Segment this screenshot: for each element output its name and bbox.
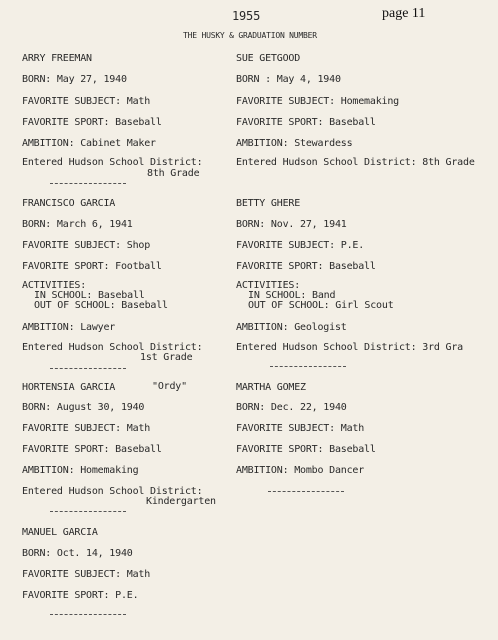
birth-date: BORN: Nov. 27, 1941 (236, 219, 347, 230)
ambition: AMBITION: Homemaking (22, 465, 139, 476)
favorite-sport: FAVORITE SPORT: Baseball (236, 117, 376, 128)
activities-label: ACTIVITIES: (236, 280, 301, 291)
birth-date: BORN: Dec. 22, 1940 (236, 402, 347, 413)
birth-date: BORN : May 4, 1940 (236, 74, 341, 85)
activities-label: ACTIVITIES: (22, 280, 87, 291)
in-school-activity: IN SCHOOL: Band (248, 290, 336, 301)
favorite-sport: FAVORITE SPORT: P.E. (22, 590, 139, 601)
entered-district: Entered Hudson School District: 8th Grade (236, 157, 475, 168)
favorite-subject: FAVORITE SUBJECT: Shop (22, 240, 151, 251)
separator (50, 368, 126, 369)
student-name: MARTHA GOMEZ (236, 382, 306, 393)
birth-date: BORN: March 6, 1941 (22, 219, 133, 230)
favorite-subject: FAVORITE SUBJECT: Math (22, 569, 151, 580)
student-name: SUE GETGOOD (236, 53, 301, 64)
favorite-subject: FAVORITE SUBJECT: Math (22, 96, 151, 107)
favorite-sport: FAVORITE SPORT: Baseball (236, 444, 376, 455)
ambition: AMBITION: Mombo Dancer (236, 465, 365, 476)
entered-district: Entered Hudson School District: (22, 157, 203, 168)
favorite-subject: FAVORITE SUBJECT: Math (22, 423, 151, 434)
student-name: ARRY FREEMAN (22, 53, 92, 64)
separator (268, 491, 344, 492)
separator (50, 614, 126, 615)
birth-date: BORN: May 27, 1940 (22, 74, 127, 85)
student-name: BETTY GHERE (236, 198, 301, 209)
entered-district: Entered Hudson School District: 3rd Gra (236, 342, 463, 353)
entered-grade: Kindergarten (146, 496, 216, 507)
student-name: HORTENSIA GARCIA (22, 382, 116, 393)
favorite-subject: FAVORITE SUBJECT: Math (236, 423, 365, 434)
out-school-activity: OUT OF SCHOOL: Baseball (34, 300, 168, 311)
separator (50, 183, 126, 184)
favorite-sport: FAVORITE SPORT: Football (22, 261, 162, 272)
birth-date: BORN: Oct. 14, 1940 (22, 548, 133, 559)
entered-district: Entered Hudson School District: (22, 486, 203, 497)
favorite-sport: FAVORITE SPORT: Baseball (22, 117, 162, 128)
ambition: AMBITION: Lawyer (22, 322, 116, 333)
birth-date: BORN: August 30, 1940 (22, 402, 145, 413)
separator (50, 511, 126, 512)
favorite-sport: FAVORITE SPORT: Baseball (22, 444, 162, 455)
favorite-sport: FAVORITE SPORT: Baseball (236, 261, 376, 272)
in-school-activity: IN SCHOOL: Baseball (34, 290, 145, 301)
separator (270, 366, 346, 367)
student-name: MANUEL GARCIA (22, 527, 98, 538)
student-nickname: "Ordy" (152, 381, 187, 392)
out-school-activity: OUT OF SCHOOL: Girl Scout (248, 300, 394, 311)
favorite-subject: FAVORITE SUBJECT: P.E. (236, 240, 365, 251)
entered-grade: 8th Grade (147, 168, 200, 179)
ambition: AMBITION: Cabinet Maker (22, 138, 156, 149)
ambition: AMBITION: Geologist (236, 322, 347, 333)
newsletter-subtitle: THE HUSKY & GRADUATION NUMBER (183, 31, 317, 40)
ambition: AMBITION: Stewardess (236, 138, 353, 149)
year-heading: 1955 (232, 9, 261, 23)
favorite-subject: FAVORITE SUBJECT: Homemaking (236, 96, 399, 107)
page-number: page 11 (382, 6, 426, 21)
student-name: FRANCISCO GARCIA (22, 198, 116, 209)
entered-grade: 1st Grade (140, 352, 193, 363)
entered-district: Entered Hudson School District: (22, 342, 203, 353)
